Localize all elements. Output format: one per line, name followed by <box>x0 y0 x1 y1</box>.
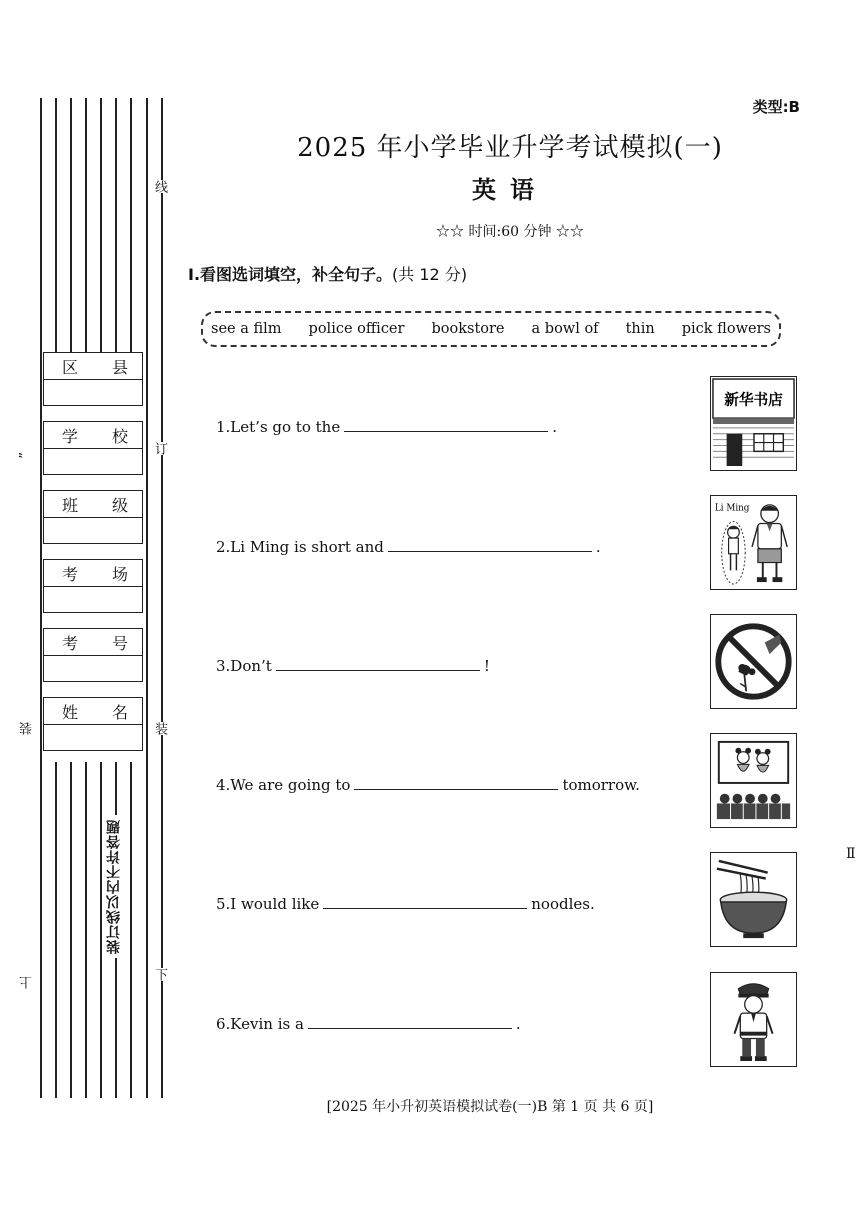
binding-line <box>100 762 102 1098</box>
question-4 <box>216 776 640 794</box>
field-value-school[interactable] <box>44 449 142 474</box>
field-name <box>43 697 143 751</box>
word-bank <box>201 311 781 347</box>
word-bank-item: a bowl of <box>531 321 599 337</box>
field-exam-number <box>43 628 143 682</box>
field-label: 区 <box>62 357 79 377</box>
answer-blank-1[interactable] <box>344 430 548 432</box>
question-end: . <box>595 538 601 556</box>
answer-blank-2[interactable] <box>388 550 592 552</box>
binding-line <box>146 98 148 1098</box>
field-class <box>43 490 143 544</box>
binding-label-xia: 下 <box>152 968 167 981</box>
cinema-picture <box>710 733 797 828</box>
bookstore-sign-text: 新华书店 <box>724 391 783 409</box>
li-ming-picture <box>710 495 797 590</box>
word-bank-item: see a film <box>211 321 282 337</box>
binding-line <box>55 762 57 1098</box>
answer-blank-6[interactable] <box>308 1027 512 1029</box>
word-bank-item: police officer <box>308 321 405 337</box>
question-1 <box>216 418 557 436</box>
field-value-name[interactable] <box>44 725 142 750</box>
word-bank-item: thin <box>625 321 655 337</box>
answer-blank-4[interactable] <box>354 788 558 790</box>
field-label: 考 <box>62 633 79 653</box>
noodles-picture <box>710 852 797 947</box>
li-ming-label: Li Ming <box>714 503 750 514</box>
exam-time: ☆☆ 时间:60 分钟 ☆☆ <box>436 224 584 240</box>
side-section-mark: Ⅱ <box>846 846 856 862</box>
field-exam-room <box>43 559 143 613</box>
binding-line <box>161 98 163 1098</box>
field-value-exam-room[interactable] <box>44 587 142 612</box>
question-6 <box>216 1015 521 1033</box>
field-label: 号 <box>111 633 128 653</box>
question-end: tomorrow. <box>562 776 640 794</box>
binding-line <box>55 98 57 353</box>
binding-label-zhuang-right: 装 <box>152 722 167 735</box>
section-points: (共 12 分) <box>392 265 468 284</box>
word-bank-item: pick flowers <box>681 321 771 337</box>
binding-line <box>40 98 42 1098</box>
field-label: 学 <box>62 426 79 446</box>
question-text: 1.Let’s go to the <box>216 418 341 436</box>
subject-title: 英语 <box>472 176 548 204</box>
answer-blank-5[interactable] <box>323 907 527 909</box>
answer-blank-3[interactable] <box>276 669 480 671</box>
question-end: . <box>552 418 557 436</box>
paper-type-label: 类型:B <box>752 98 800 116</box>
question-text: 2.Li Ming is short and <box>216 538 384 556</box>
field-label: 场 <box>111 564 128 584</box>
binding-line <box>70 98 72 353</box>
section-heading <box>188 262 467 285</box>
binding-label-shang: 上 <box>20 976 35 989</box>
binding-line <box>85 762 87 1098</box>
field-label: 考 <box>62 564 79 584</box>
field-district <box>43 352 143 406</box>
binding-line <box>130 98 132 353</box>
field-label: 县 <box>111 357 128 377</box>
question-text: 5.I would like <box>216 895 320 913</box>
question-text: 6.Kevin is a <box>216 1015 304 1033</box>
question-end: . <box>515 1015 521 1033</box>
page-title: 2025 年小学毕业升学考试模拟(一) <box>297 133 723 163</box>
field-label: 班 <box>62 495 79 515</box>
binding-label-xian: 线 <box>152 180 167 193</box>
field-value-class[interactable] <box>44 518 142 543</box>
binding-label-marks: ” <box>18 452 33 459</box>
field-value-exam-number[interactable] <box>44 656 142 681</box>
binding-line <box>85 98 87 353</box>
field-label: 姓 <box>62 702 79 722</box>
question-end: noodles. <box>531 895 595 913</box>
question-text: 4.We are going to <box>216 776 351 794</box>
field-label: 名 <box>111 702 128 722</box>
binding-line <box>100 98 102 353</box>
field-label: 级 <box>111 495 128 515</box>
question-5 <box>216 895 595 913</box>
binding-line <box>70 762 72 1098</box>
question-2 <box>216 538 601 556</box>
binding-line <box>115 98 117 353</box>
field-label: 校 <box>111 426 128 446</box>
binding-line <box>130 762 132 1098</box>
question-text: 3.Don’t <box>216 657 272 675</box>
binding-notice: 装订线以内不许答题 <box>104 815 124 958</box>
binding-label-ding: 订 <box>152 442 167 455</box>
field-value-district[interactable] <box>44 380 142 405</box>
page-footer: [2025 年小升初英语模拟试卷(一)B 第 1 页 共 6 页] <box>326 1099 654 1115</box>
word-bank-item: bookstore <box>431 321 505 337</box>
field-school <box>43 421 143 475</box>
bookstore-picture <box>710 376 797 471</box>
question-end: ! <box>483 657 490 675</box>
question-3 <box>216 657 490 675</box>
binding-label-zhuang-left: 装 <box>20 722 35 735</box>
police-officer-picture <box>710 972 797 1067</box>
section-title: Ⅰ.看图选词填空，补全句子。 <box>188 265 393 284</box>
no-picking-flowers-picture <box>710 614 797 709</box>
